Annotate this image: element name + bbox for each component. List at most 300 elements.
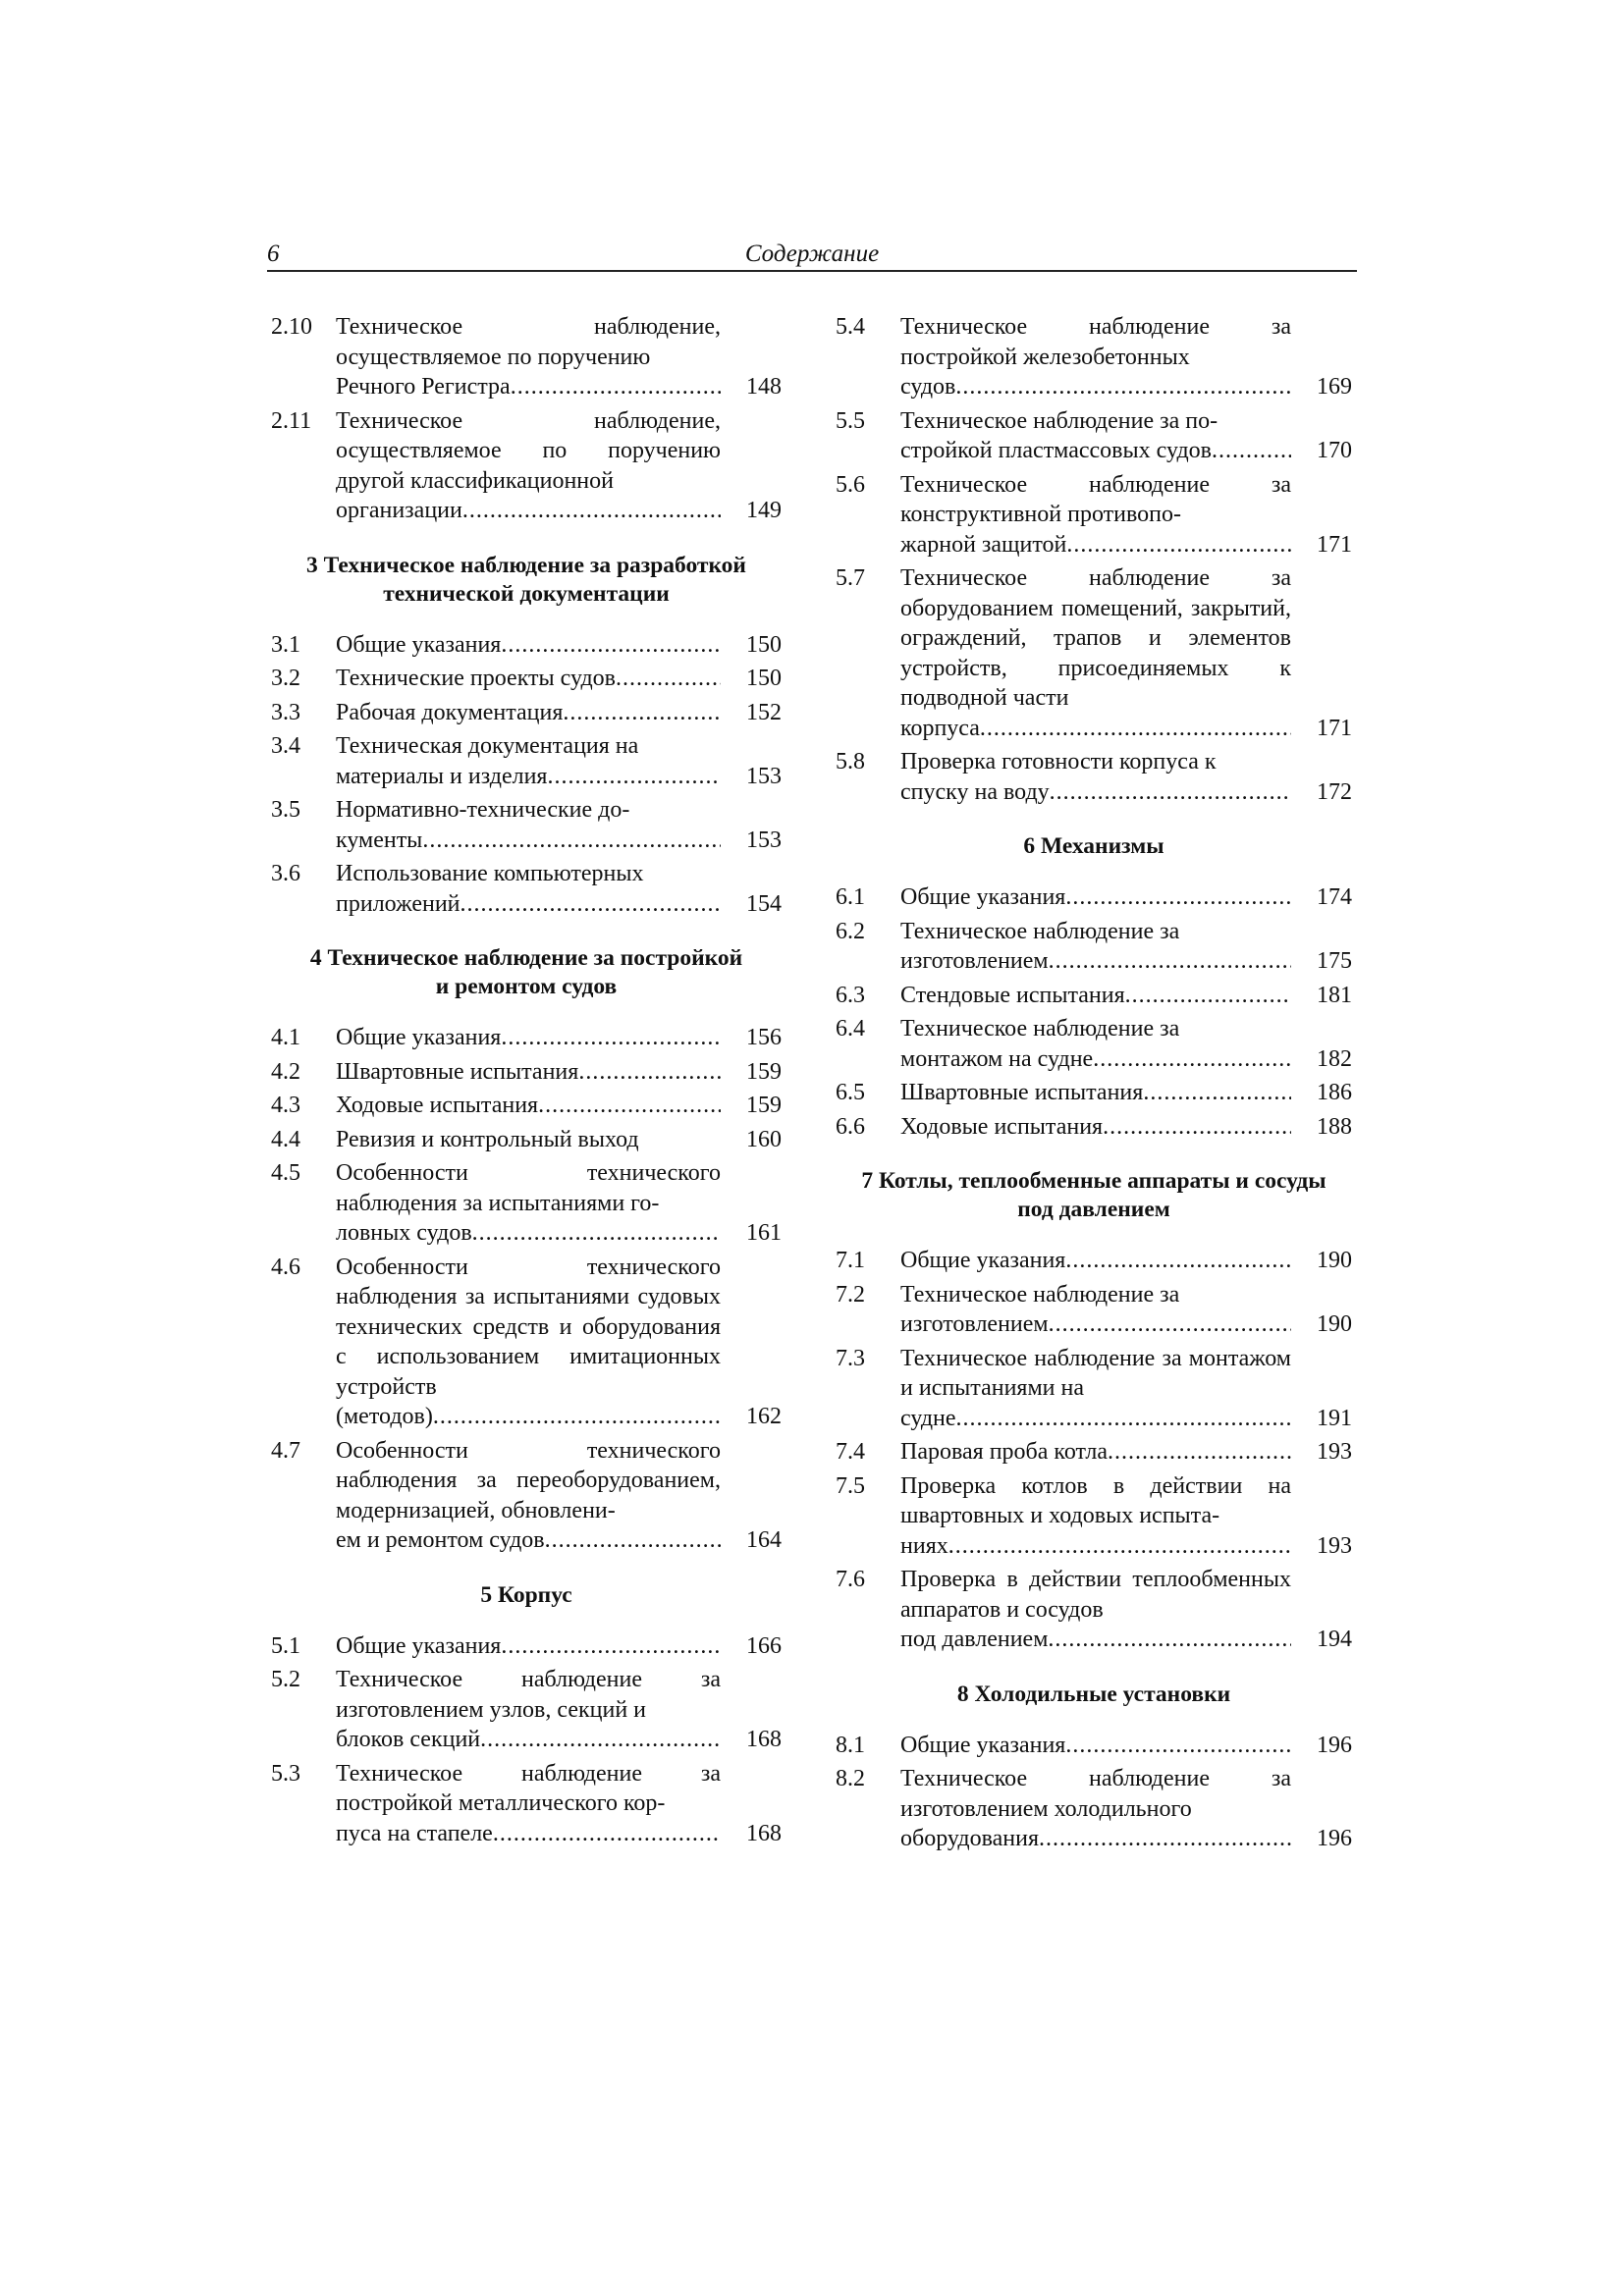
- toc-entry-body: [336, 1125, 782, 1155]
- toc-entry-body: [900, 1437, 1352, 1468]
- toc-entry-number: 3.5: [271, 797, 300, 823]
- toc-entry-title-end: Швартовные испытания: [900, 1080, 1144, 1105]
- toc-entry-last-line: [336, 496, 721, 526]
- toc-entry-title-end: под давлением: [900, 1627, 1049, 1652]
- toc-entry-page: 156: [746, 1025, 782, 1050]
- toc-entry-page: 181: [1317, 982, 1352, 1008]
- dot-leader: [578, 1057, 721, 1088]
- dot-leader: [1093, 1044, 1291, 1075]
- toc-entry-number: 2.10: [271, 314, 312, 340]
- dot-leader: [955, 372, 1291, 402]
- toc-entry-number: 3.4: [271, 733, 300, 759]
- toc-entry-number: 4.5: [271, 1160, 300, 1186]
- toc-entry-page: 153: [746, 827, 782, 853]
- toc-entry-number: 5.7: [836, 565, 865, 591]
- toc-entry[interactable]: [271, 731, 782, 791]
- dot-leader: [462, 496, 721, 526]
- toc-entry[interactable]: [836, 1246, 1352, 1276]
- dot-leader: [545, 1525, 721, 1556]
- toc-entry-last-line: [900, 946, 1291, 977]
- toc-entry-title-end: Стендовые испытания: [900, 982, 1125, 1008]
- toc-entry-title: Техническое наблюдение за по-: [900, 407, 1218, 434]
- toc-entry-number: 4.6: [271, 1254, 300, 1280]
- toc-entry[interactable]: [836, 1731, 1352, 1761]
- section-heading: [836, 1167, 1352, 1224]
- toc-entry-number: 4.7: [271, 1437, 300, 1464]
- toc-entry-number: 4.3: [271, 1093, 300, 1118]
- toc-entry-page: 150: [746, 631, 782, 658]
- toc-entry-page: 159: [746, 1093, 782, 1118]
- toc-entry[interactable]: [836, 312, 1352, 402]
- toc-entry-number: 3.3: [271, 699, 300, 725]
- toc-entry-body: [336, 312, 782, 402]
- dot-leader: [472, 1218, 721, 1249]
- toc-entry-body: [336, 1023, 782, 1053]
- section-heading-line: 7 Котлы, теплообменные аппараты и сосуды: [861, 1168, 1326, 1194]
- dot-leader: [1103, 1112, 1291, 1143]
- toc-entry-page: 194: [1317, 1627, 1352, 1652]
- toc-entry-page: 172: [1317, 778, 1352, 805]
- toc-entry-last-line: [336, 1525, 721, 1556]
- toc-entry-body: [336, 664, 782, 694]
- toc-entry-page: 170: [1317, 438, 1352, 463]
- toc-entry-body: [900, 1112, 1352, 1143]
- toc-entry-title: Техническое наблюдение за оборудованием помещений, закрытий, ограждений, трапов и элементов устройств, присоединяемых к подводной части: [900, 565, 1291, 711]
- toc-entry[interactable]: [271, 859, 782, 919]
- toc-entry-body: [336, 1091, 782, 1121]
- toc-entry-title: Техническое наблюдение, осуществляемое по поручению: [336, 314, 721, 370]
- toc-entry-page: 161: [746, 1220, 782, 1246]
- toc-entry[interactable]: [836, 917, 1352, 977]
- toc-entry-page: 149: [746, 498, 782, 523]
- toc-entry-last-line: [336, 1631, 721, 1662]
- toc-entry-number: 3.1: [271, 631, 300, 658]
- toc-entry[interactable]: [271, 698, 782, 728]
- toc-entry-title: Использование компьютерных: [336, 861, 644, 886]
- dot-leader: [1143, 1078, 1291, 1108]
- toc-entry-last-line: [900, 882, 1291, 913]
- toc-right-column: [836, 312, 1352, 1858]
- toc-entry-title: Нормативно-технические до-: [336, 797, 630, 823]
- toc-entry-title: Техническое наблюдение за: [900, 918, 1180, 944]
- toc-entry-body: [336, 1631, 782, 1662]
- toc-entry-last-line: [900, 1078, 1291, 1108]
- section-heading-line: 3 Техническое наблюдение за разработкой: [306, 552, 746, 578]
- toc-entry-title-end: стройкой пластмассовых судов: [900, 438, 1212, 463]
- toc-entry-title-end: Общие указания: [336, 1632, 502, 1659]
- toc-entry-last-line: [900, 981, 1291, 1011]
- toc-entry-number: 8.2: [836, 1766, 865, 1791]
- toc-entry-last-line: [900, 530, 1291, 561]
- toc-entry-page: 169: [1317, 374, 1352, 400]
- dot-leader: [538, 1091, 721, 1121]
- toc-entry-body: [900, 981, 1352, 1011]
- toc-entry-body: [336, 1665, 782, 1755]
- dot-leader: [956, 1404, 1291, 1434]
- toc-entry-body: [336, 1057, 782, 1088]
- toc-entry-last-line: [900, 1309, 1291, 1340]
- toc-entry-title-end: Рабочая документация: [336, 699, 564, 725]
- toc-entry-last-line: [900, 1044, 1291, 1075]
- toc-entry-body: [900, 312, 1352, 402]
- toc-entry-number: 7.6: [836, 1567, 865, 1592]
- toc-left-column: [271, 312, 782, 1852]
- section-heading-line: технической документации: [383, 580, 670, 607]
- toc-entry-page: 182: [1317, 1045, 1352, 1072]
- toc-entry-title: Техническое наблюдение за изготовлением холодильного: [900, 1766, 1291, 1822]
- page-header: [267, 240, 1357, 272]
- toc-entry-title-end: Речного Регистра: [336, 374, 511, 400]
- section-heading: [271, 552, 782, 609]
- toc-entry-last-line: [336, 1023, 721, 1053]
- toc-entry-title-end: организации: [336, 498, 462, 523]
- section-heading: [271, 944, 782, 1001]
- toc-entry-title-end: Общие указания: [900, 1248, 1066, 1273]
- dot-leader: [563, 698, 721, 728]
- toc-entry[interactable]: [836, 563, 1352, 743]
- dot-leader: [422, 826, 721, 856]
- dot-leader: [511, 372, 721, 402]
- toc-entry-title-end: Ревизия и контрольный выход: [336, 1126, 639, 1152]
- toc-entry-last-line: [336, 1218, 721, 1249]
- toc-entry-last-line: [900, 1625, 1291, 1655]
- toc-entry[interactable]: [271, 312, 782, 402]
- toc-entry-page: 148: [746, 374, 782, 400]
- toc-entry-title-end: кументы: [336, 827, 423, 853]
- toc-entry-title: Особенности технического наблюдения за испытаниями судовых технических средств и оборудования с использованием имитационных устройств: [336, 1254, 721, 1400]
- toc-entry-body: [900, 1246, 1352, 1276]
- toc-entry-last-line: [336, 1091, 721, 1121]
- toc-entry-title-end: Технические проекты судов: [336, 666, 617, 691]
- section-heading: [271, 1581, 782, 1610]
- toc-entry-last-line: [900, 1404, 1291, 1434]
- toc-entry[interactable]: [836, 470, 1352, 561]
- toc-entry-page: 162: [746, 1404, 782, 1429]
- toc-entry-page: 174: [1317, 884, 1352, 910]
- toc-entry-body: [336, 1436, 782, 1556]
- toc-entry-title-end: изготовлением: [900, 1311, 1049, 1337]
- toc-entry-number: 7.3: [836, 1345, 865, 1371]
- toc-entry-last-line: [336, 630, 721, 661]
- toc-entry[interactable]: [271, 664, 782, 694]
- toc-entry-page: 168: [746, 1727, 782, 1752]
- page-title: Содержание: [744, 240, 880, 267]
- toc-entry-title-end: ниях: [900, 1532, 948, 1559]
- toc-entry-number: 6.2: [836, 918, 865, 944]
- toc-entry-body: [336, 698, 782, 728]
- toc-entry-title-end: ловных судов: [336, 1220, 472, 1246]
- toc-entry-title-end: Швартовные испытания: [336, 1058, 579, 1085]
- toc-entry-title-end: (методов): [336, 1404, 433, 1429]
- toc-entry-title: Техническое наблюдение за изготовлением узлов, секций и: [336, 1667, 721, 1723]
- toc-entry[interactable]: [271, 795, 782, 855]
- toc-entry-number: 7.1: [836, 1248, 865, 1273]
- toc-entry-last-line: [900, 1531, 1291, 1562]
- toc-entry-title-end: изготовлением: [900, 948, 1049, 974]
- toc-entry-title-end: судне: [900, 1405, 956, 1431]
- toc-entry-body: [900, 563, 1352, 743]
- toc-entry-number: 7.4: [836, 1439, 865, 1465]
- toc-entry-body: [336, 630, 782, 661]
- toc-entry-number: 7.5: [836, 1472, 865, 1499]
- dot-leader: [1050, 777, 1291, 808]
- toc-entry-last-line: [336, 664, 721, 694]
- toc-entry-number: 5.5: [836, 407, 865, 434]
- dot-leader: [1049, 946, 1291, 977]
- toc-entry[interactable]: [836, 1764, 1352, 1854]
- toc-entry-title: Техническое наблюдение за постройкой железобетонных: [900, 314, 1291, 370]
- toc-entry-page: 188: [1317, 1113, 1352, 1140]
- toc-entry-body: [336, 1253, 782, 1432]
- toc-entry-last-line: [900, 1246, 1291, 1276]
- toc-entry-page: 196: [1317, 1732, 1352, 1758]
- toc-entry-page: 190: [1317, 1311, 1352, 1337]
- toc-entry[interactable]: [836, 1437, 1352, 1468]
- toc-entry-number: 6.1: [836, 884, 865, 910]
- toc-entry-title-end: Общие указания: [900, 1732, 1066, 1758]
- dot-leader: [1212, 436, 1291, 466]
- toc-entry[interactable]: [271, 630, 782, 661]
- toc-entry-body: [900, 1471, 1352, 1562]
- toc-entry-number: 6.3: [836, 982, 865, 1008]
- toc-entry-page: 154: [746, 890, 782, 917]
- toc-entry[interactable]: [271, 1125, 782, 1155]
- toc-entry-last-line: [336, 1057, 721, 1088]
- toc-entry-last-line: [900, 1112, 1291, 1143]
- toc-entry[interactable]: [271, 1158, 782, 1249]
- toc-entry-number: 2.11: [271, 407, 312, 434]
- toc-entry-title: Техническое наблюдение за: [900, 1281, 1180, 1308]
- toc-entry-body: [900, 1078, 1352, 1108]
- dot-leader: [1065, 882, 1291, 913]
- toc-entry-page: 166: [746, 1632, 782, 1659]
- dot-leader: [1065, 1246, 1291, 1276]
- dot-leader: [501, 630, 721, 661]
- toc-entry-body: [336, 406, 782, 526]
- toc-entry[interactable]: [271, 1253, 782, 1432]
- toc-entry[interactable]: [836, 1280, 1352, 1340]
- toc-entry-body: [900, 470, 1352, 561]
- toc-entry-number: 4.4: [271, 1126, 300, 1152]
- page-number: 6: [267, 240, 280, 267]
- toc-entry-last-line: [336, 372, 721, 402]
- toc-entry-page: 160: [746, 1126, 782, 1152]
- toc-entry[interactable]: [271, 1023, 782, 1053]
- toc-entry-last-line: [336, 889, 721, 920]
- toc-entry-title-end: Паровая проба котла: [900, 1439, 1109, 1465]
- dot-leader: [1108, 1437, 1291, 1468]
- section-heading: [836, 832, 1352, 861]
- toc-entry-body: [336, 1759, 782, 1849]
- toc-entry[interactable]: [836, 406, 1352, 466]
- toc-entry[interactable]: [836, 1471, 1352, 1562]
- dot-leader: [1125, 981, 1291, 1011]
- toc-entry-title: Техническое наблюдение за: [900, 1016, 1180, 1041]
- toc-entry-last-line: [900, 1731, 1291, 1761]
- toc-entry-last-line: [900, 372, 1291, 402]
- toc-entry-body: [336, 859, 782, 919]
- toc-entry-last-line: [336, 1125, 721, 1155]
- toc-entry[interactable]: [271, 1436, 782, 1556]
- dot-leader: [501, 1631, 721, 1662]
- toc-entry-number: 8.1: [836, 1732, 865, 1758]
- toc-entry-title-end: материалы и изделия: [336, 763, 548, 789]
- toc-entry-title: Техническая документация на: [336, 733, 639, 759]
- toc-entry-last-line: [900, 714, 1291, 744]
- toc-entry-title-end: Общие указания: [900, 884, 1066, 910]
- toc-entry-number: 5.6: [836, 471, 865, 498]
- section-heading-line: под давлением: [1017, 1197, 1170, 1222]
- toc-entry-title-end: пуса на стапеле: [336, 1820, 493, 1846]
- toc-entry-title-end: блоков секций: [336, 1727, 481, 1752]
- dot-leader: [433, 1402, 721, 1432]
- toc-entry-body: [900, 917, 1352, 977]
- toc-entry-title-end: Общие указания: [336, 1025, 502, 1050]
- dot-leader: [948, 1531, 1291, 1562]
- toc-entry[interactable]: [836, 1565, 1352, 1655]
- toc-entry[interactable]: [836, 1344, 1352, 1434]
- toc-entry-title-end: приложений: [336, 890, 460, 917]
- toc-entry[interactable]: [271, 1631, 782, 1662]
- toc-entry-title: Проверка в действии теплообменных аппаратов и сосудов: [900, 1567, 1291, 1623]
- toc-entry-last-line: [336, 1819, 721, 1849]
- toc-entry-title-end: жарной защитой: [900, 531, 1067, 558]
- toc-entry-last-line: [900, 1437, 1291, 1468]
- section-heading-line: 4 Техническое наблюдение за постройкой: [309, 945, 743, 971]
- toc-entry-number: 6.6: [836, 1113, 865, 1140]
- toc-entry-title: Техническое наблюдение, осуществляемое по поручению другой классификационной: [336, 407, 721, 494]
- toc-entry-body: [900, 406, 1352, 466]
- toc-entry-title-end: Общие указания: [336, 631, 502, 658]
- dot-leader: [616, 664, 721, 694]
- toc-entry-title: Особенности технического наблюдения за переоборудованием, модернизацией, обновлени-: [336, 1437, 721, 1523]
- toc-entry-number: 4.2: [271, 1058, 300, 1085]
- dot-leader: [460, 889, 721, 920]
- toc-entry-body: [900, 1565, 1352, 1655]
- toc-entry[interactable]: [271, 1665, 782, 1755]
- toc-entry-title-end: ем и ремонтом судов: [336, 1527, 545, 1553]
- toc-entry-body: [336, 1158, 782, 1249]
- toc-entry-number: 3.2: [271, 666, 300, 691]
- toc-entry-number: 5.2: [271, 1667, 300, 1692]
- toc-entry-title: Проверка котлов в действии на швартовных и ходовых испыта-: [900, 1472, 1291, 1528]
- toc-entry-number: 4.1: [271, 1025, 300, 1050]
- dot-leader: [980, 714, 1291, 744]
- toc-entry[interactable]: [271, 1091, 782, 1121]
- toc-entry[interactable]: [836, 1014, 1352, 1074]
- toc-entry-title: Техническое наблюдение за монтажом и испытаниями на: [900, 1345, 1291, 1401]
- toc-entry-number: 5.3: [271, 1760, 300, 1787]
- dot-leader: [1048, 1625, 1291, 1655]
- toc-entry-last-line: [900, 1824, 1291, 1854]
- section-heading-line: 6 Механизмы: [1023, 833, 1164, 859]
- toc-entry-page: 175: [1317, 948, 1352, 974]
- toc-entry-title-end: оборудования: [900, 1826, 1039, 1851]
- toc-entry-page: 168: [746, 1820, 782, 1846]
- toc-entry-title-end: корпуса: [900, 715, 980, 741]
- toc-entry-number: 5.8: [836, 749, 865, 774]
- toc-entry-body: [900, 747, 1352, 807]
- dot-leader: [1066, 530, 1291, 561]
- toc-entry-body: [900, 882, 1352, 913]
- toc-entry[interactable]: [836, 747, 1352, 807]
- toc-entry-title: Техническое наблюдение за постройкой металлического кор-: [336, 1760, 721, 1816]
- toc-entry[interactable]: [271, 406, 782, 526]
- dot-leader: [1039, 1824, 1291, 1854]
- toc-entry-title-end: спуску на воду: [900, 778, 1050, 805]
- toc-entry-last-line: [900, 436, 1291, 466]
- toc-entry-last-line: [336, 1725, 721, 1755]
- toc-entry-last-line: [336, 1402, 721, 1432]
- toc-entry-title-end: Ходовые испытания: [336, 1093, 539, 1118]
- section-heading-line: и ремонтом судов: [435, 974, 618, 999]
- toc-entry-title-end: монтажом на судне: [900, 1045, 1094, 1072]
- toc-entry-title-end: судов: [900, 374, 956, 400]
- toc-entry-page: 171: [1317, 531, 1352, 558]
- toc-entry-page: 190: [1317, 1248, 1352, 1273]
- toc-entry-page: 191: [1317, 1405, 1352, 1431]
- toc-entry-body: [900, 1764, 1352, 1854]
- toc-entry[interactable]: [271, 1759, 782, 1849]
- dot-leader: [501, 1023, 721, 1053]
- toc-entry-page: 171: [1317, 715, 1352, 741]
- toc-entry-number: 5.1: [271, 1632, 300, 1659]
- toc-entry-page: 193: [1317, 1532, 1352, 1559]
- toc-entry[interactable]: [836, 882, 1352, 913]
- dot-leader: [493, 1819, 721, 1849]
- toc-entry-body: [900, 1731, 1352, 1761]
- toc-entry-body: [336, 731, 782, 791]
- toc-entry-page: 186: [1317, 1080, 1352, 1105]
- toc-entry-body: [900, 1344, 1352, 1434]
- toc-entry-title-end: Ходовые испытания: [900, 1113, 1104, 1140]
- toc-entry-last-line: [900, 777, 1291, 808]
- toc-entry-page: 152: [746, 699, 782, 725]
- toc-entry-page: 159: [746, 1058, 782, 1085]
- toc-entry-body: [336, 795, 782, 855]
- toc-entry-title: Проверка готовности корпуса к: [900, 749, 1217, 774]
- toc-entry-body: [900, 1280, 1352, 1340]
- toc-entry-last-line: [336, 762, 721, 792]
- toc-entry-page: 193: [1317, 1439, 1352, 1465]
- toc-entry-page: 153: [746, 763, 782, 789]
- section-heading: [836, 1681, 1352, 1709]
- toc-entry-number: 6.4: [836, 1016, 865, 1041]
- dot-leader: [480, 1725, 721, 1755]
- toc-entry[interactable]: [836, 1112, 1352, 1143]
- section-heading-line: 8 Холодильные установки: [956, 1681, 1231, 1707]
- toc-entry-page: 164: [746, 1527, 782, 1553]
- toc-entry[interactable]: [836, 1078, 1352, 1108]
- toc-entry[interactable]: [836, 981, 1352, 1011]
- toc-entry-page: 196: [1317, 1826, 1352, 1851]
- toc-entry-last-line: [336, 826, 721, 856]
- dot-leader: [1049, 1309, 1291, 1340]
- toc-entry-title: Особенности технического наблюдения за испытаниями го-: [336, 1160, 721, 1216]
- dot-leader: [547, 762, 721, 792]
- toc-entry-number: 6.5: [836, 1080, 865, 1105]
- toc-entry-number: 7.2: [836, 1281, 865, 1308]
- toc-entry-body: [900, 1014, 1352, 1074]
- section-heading-line: 5 Корпус: [480, 1581, 572, 1608]
- dot-leader: [1065, 1731, 1291, 1761]
- toc-entry-number: 5.4: [836, 314, 865, 340]
- toc-entry-number: 3.6: [271, 861, 300, 886]
- toc-entry[interactable]: [271, 1057, 782, 1088]
- toc-entry-last-line: [336, 698, 721, 728]
- toc-entry-title: Техническое наблюдение за конструктивной противопо-: [900, 471, 1291, 527]
- toc-entry-page: 150: [746, 666, 782, 691]
